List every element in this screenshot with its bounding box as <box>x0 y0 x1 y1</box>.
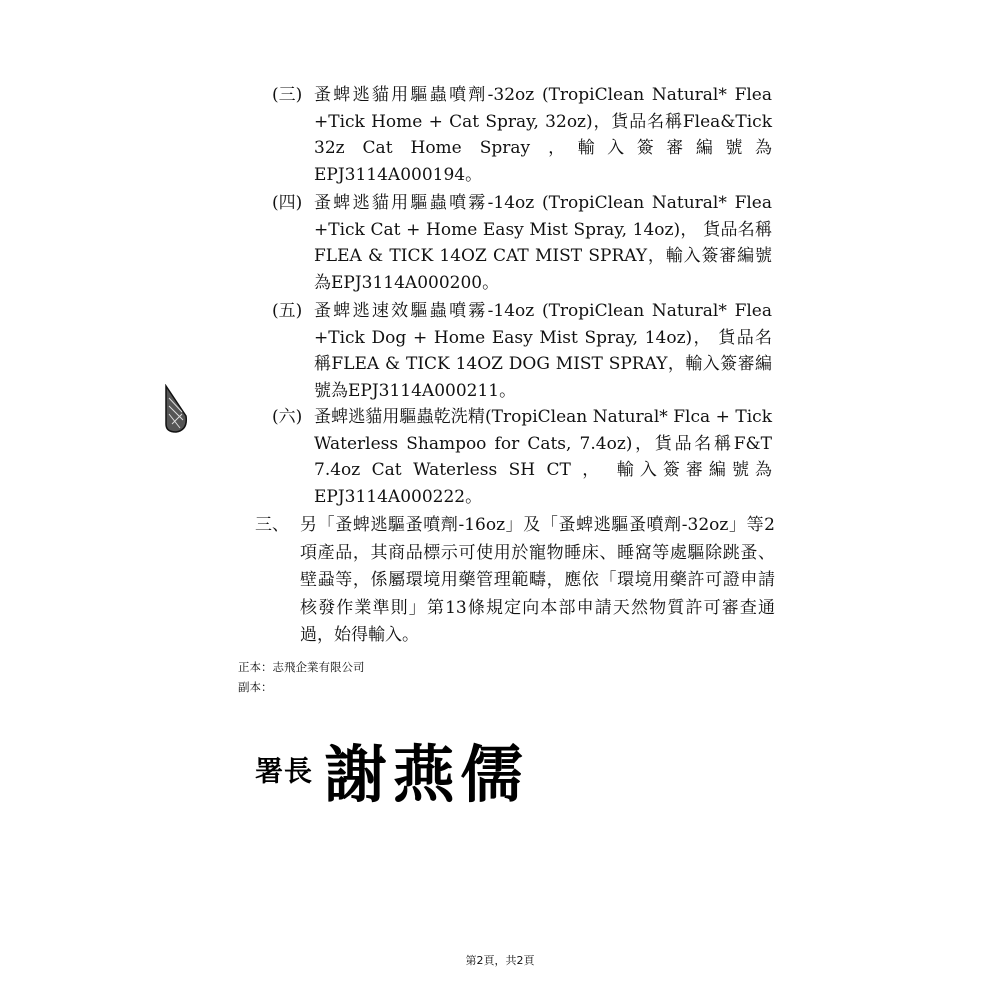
signature-name: 謝燕儒 <box>324 738 529 811</box>
original-recipient <box>238 658 365 677</box>
section-text: 另「蚤蜱逃驅蚤噴劑-16oz」及「蚤蜱逃驅蚤噴劑-32oz」等2項產品，其商品標示可使用於寵物睡床、睡窩等處驅除跳蚤、壁蝨等，係屬環境用藥管理範疇，應依「環境用藥許可證申請核發作業準則」第13條規定向本部申請天然物質許可審查通過，始得輸入。 <box>300 515 775 645</box>
item-text: 蚤蜱逃貓用驅蟲乾洗精(TropiClean Natural* Flca + Tick Waterless Shampoo for Cats, 7.4oz)，貨品名稱F&T 7.4oz Cat Waterless SH CT ， 輸入簽審編號為EPJ3114A000222。 <box>314 407 772 507</box>
signature-block <box>255 725 529 814</box>
item-4 <box>272 190 772 296</box>
seal-stamp-icon <box>164 384 188 434</box>
original-label: 正本： <box>238 660 273 674</box>
item-6 <box>272 404 772 510</box>
item-number: (四) <box>272 193 303 213</box>
signature-title: 署長 <box>255 754 314 788</box>
item-text: 蚤蜱逃貓用驅蟲噴霧-14oz (TropiClean Natural* Flea +Tick Cat + Home Easy Mist Spray, 14oz)， 貨品名稱FLEA & TICK 14OZ CAT MIST SPRAY，輸入簽審編號為EPJ3114A000200。 <box>314 193 772 293</box>
item-text: 蚤蜱逃速效驅蟲噴霧-14oz (TropiClean Natural* Flea +Tick Dog + Home Easy Mist Spray, 14oz)， 貨品名稱FLEA & TICK 14OZ DOG MIST SPRAY，輸入簽審編號為EPJ3114A000211。 <box>314 301 772 401</box>
item-text: 蚤蜱逃貓用驅蟲噴劑-32oz (TropiClean Natural* Flea +Tick Home + Cat Spray, 32oz)，貨品名稱Flea&Tick 32z Cat Home Spray ，輸入簽審編號為EPJ3114A000194。 <box>314 85 772 185</box>
section-3 <box>255 512 775 650</box>
section-number: 三、 <box>255 515 289 535</box>
copy-label: 副本： <box>238 680 273 694</box>
page-indicator: 第2頁，共2頁 <box>465 954 535 967</box>
copy-recipient <box>238 678 273 697</box>
item-number: (三) <box>272 85 303 105</box>
item-3 <box>272 82 772 188</box>
item-number: (五) <box>272 301 303 321</box>
item-5 <box>272 298 772 404</box>
item-number: (六) <box>272 407 303 427</box>
original-value: 志飛企業有限公司 <box>272 660 365 674</box>
